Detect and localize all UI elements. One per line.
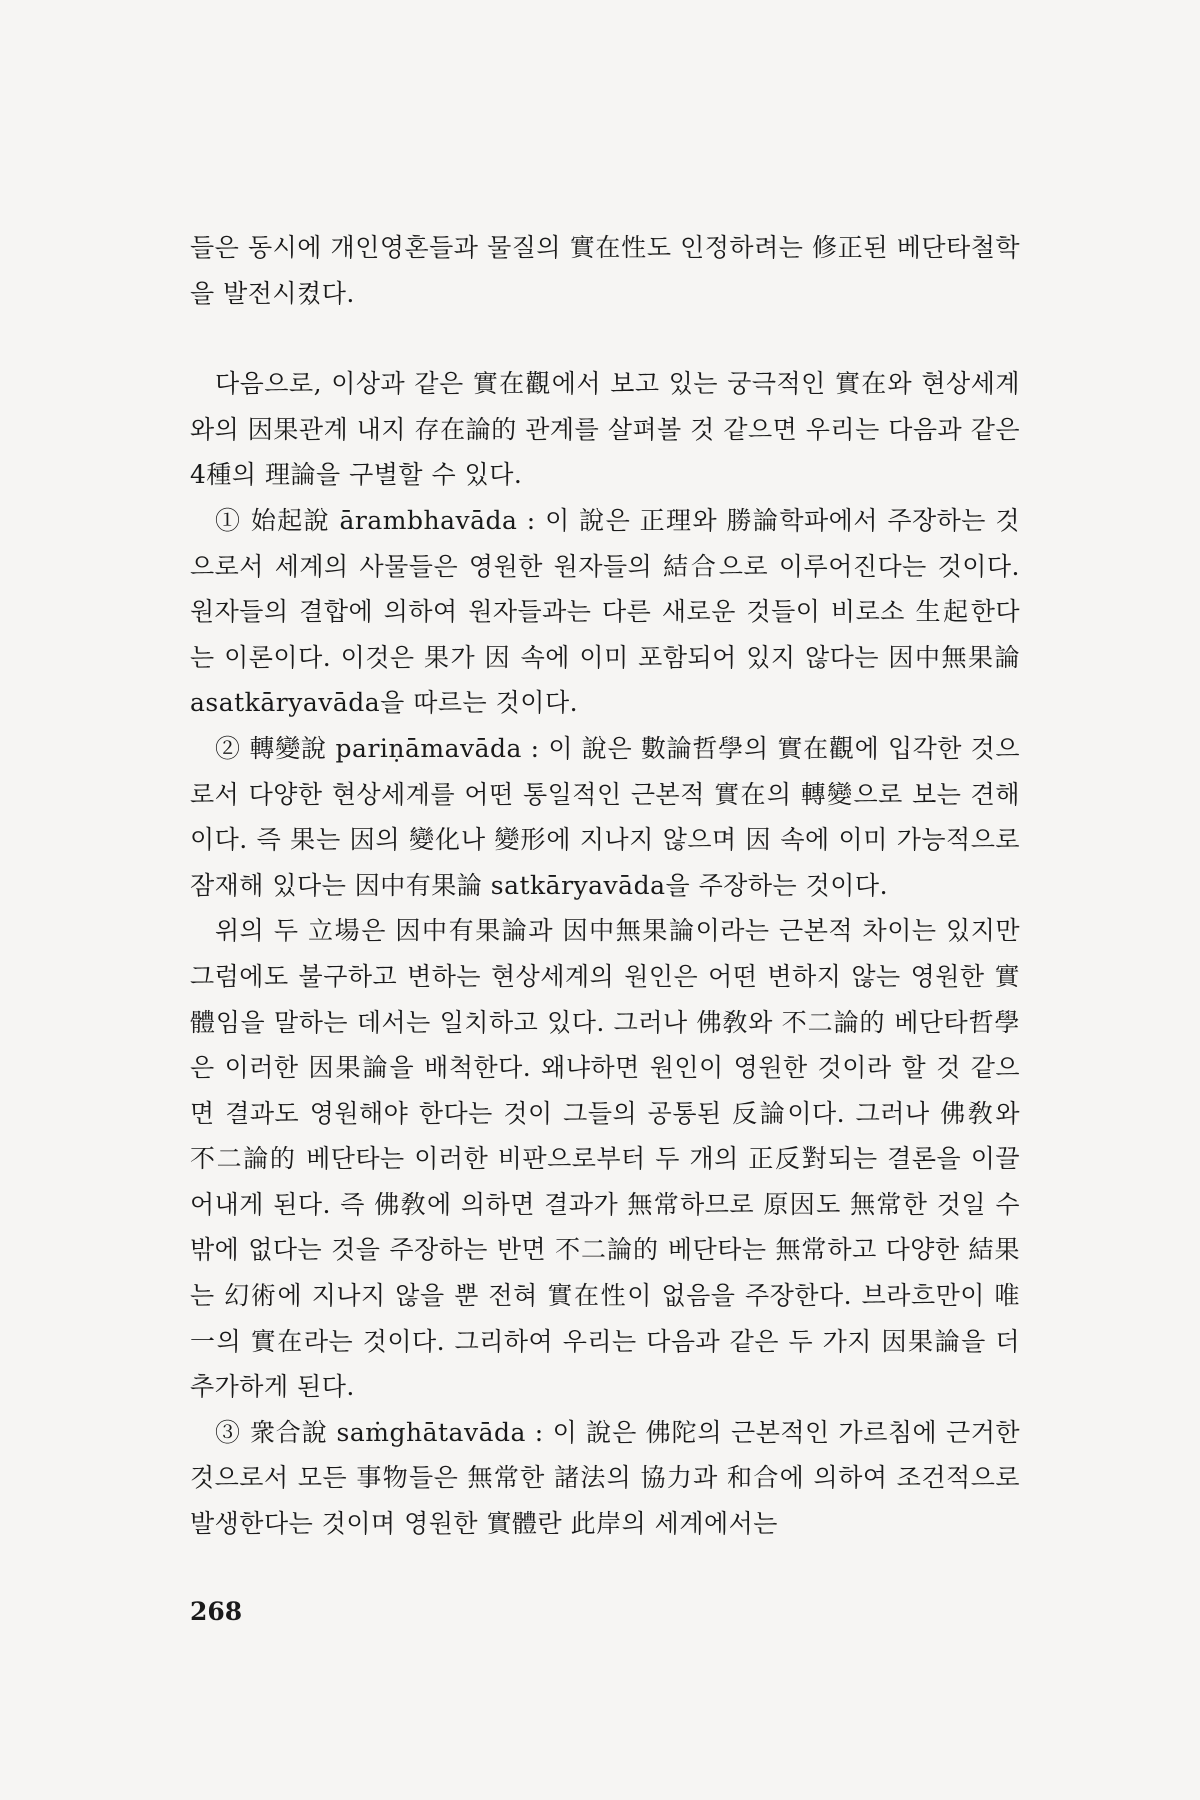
body-text <box>190 225 1020 1547</box>
paragraph-samghatavada: ③ 衆合說 saṁghātavāda : 이 說은 佛陀의 근본적인 가르침에 근거한 것으로서 모든 事物들은 無常한 諸法의 協力과 和合에 의하여 조건적으로 발생한다는 것이며 영원한 實體란 此岸의 세계에서는 <box>190 1417 1020 1539</box>
page-number: 268 <box>190 1597 243 1626</box>
paragraph-gap <box>190 316 1020 361</box>
paragraph-critique: 위의 두 立場은 因中有果論과 因中無果論이라는 근본적 차이는 있지만 그럼에도 불구하고 변하는 현상세계의 원인은 어떤 변하지 않는 영원한 實體임을 말하는 데서는 일치하고 있다. 그러나 佛敎와 不二論的 베단타哲學은 이러한 因果論을 배척한다. 왜냐하면 원인이 영원한 것이라 할 것 같으면 결과도 영원해야 한다는 것이 그들의 공통된 反論이다. 그러나 佛敎와 不二論的 베단타는 이러한 비판으로부터 두 개의 正反對되는 결론을 이끌어내게 된다. 즉 佛敎에 의하면 결과가 無常하므로 原因도 無常한 것일 수밖에 없다는 것을 주장하는 반면 不二論的 베단타는 無常하고 다양한 結果는 幻術에 지나지 않을 뿐 전혀 實在性이 없음을 주장한다. 브라흐만이 唯一의 實在라는 것이다. 그리하여 우리는 다음과 같은 두 가지 因果論을 더 추가하게 된다. <box>190 916 1020 1402</box>
paragraph-continuation: 들은 동시에 개인영혼들과 물질의 實在性도 인정하려는 修正된 베단타철학을 발전시켰다. <box>190 233 1020 308</box>
paragraph-parinamavada: ② 轉變說 pariṇāmavāda : 이 說은 數論哲學의 實在觀에 입각한 것으로서 다양한 현상세계를 어떤 통일적인 근본적 實在의 轉變으로 보는 견해이다. 즉 果는 因의 變化나 變形에 지나지 않으며 因 속에 이미 가능적으로 잠재해 있다는 因中有果論 satkāryavāda을 주장하는 것이다. <box>190 733 1020 900</box>
paragraph-causality-intro: 다음으로, 이상과 같은 實在觀에서 보고 있는 궁극적인 實在와 현상세계와의 因果관계 내지 存在論的 관계를 살펴볼 것 같으면 우리는 다음과 같은 4種의 理論을 구별할 수 있다. <box>190 369 1020 490</box>
paragraph-arambhavada: ① 始起說 ārambhavāda : 이 說은 正理와 勝論학파에서 주장하는 것으로서 세계의 사물들은 영원한 원자들의 結合으로 이루어진다는 것이다. 원자들의 결합에 의하여 원자들과는 다른 새로운 것들이 비로소 生起한다는 이론이다. 이것은 果가 因 속에 이미 포함되어 있지 않다는 因中無果論 asatkāryavāda을 따르는 것이다. <box>190 505 1020 718</box>
